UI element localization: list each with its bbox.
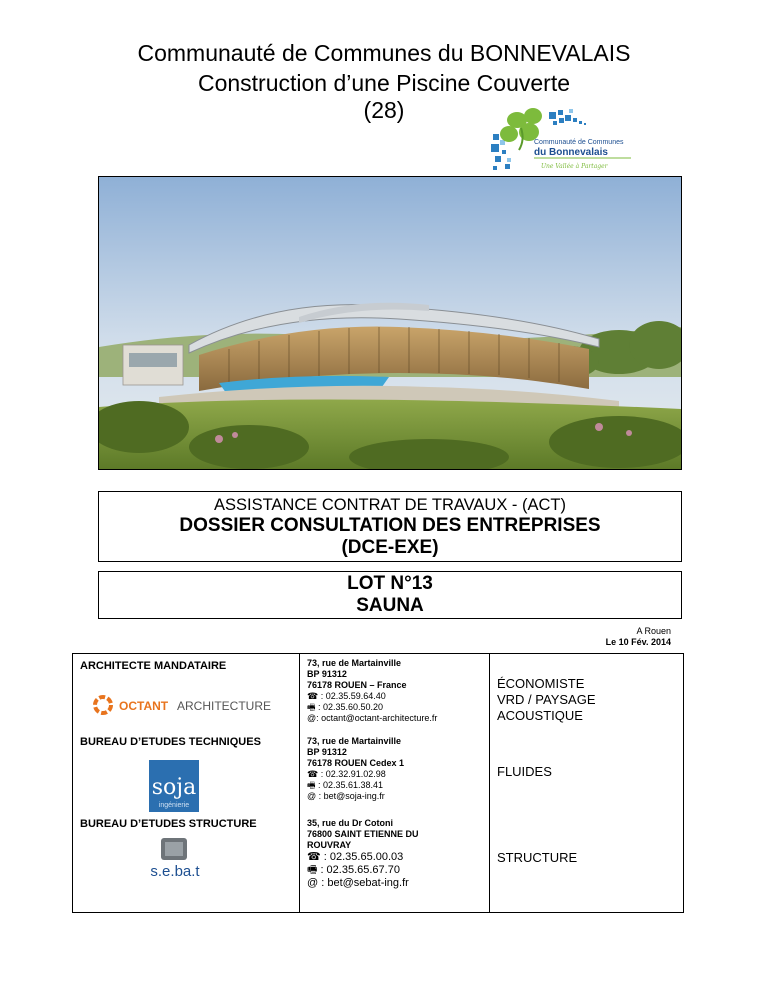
octant-logo-bold: OCTANT bbox=[119, 699, 169, 713]
contacts-table bbox=[72, 653, 684, 913]
place-date bbox=[606, 626, 671, 648]
email: @: octant@octant-architecture.fr bbox=[307, 713, 438, 723]
org-name-structure: BUREAU D’ETUDES STRUCTURE bbox=[80, 818, 257, 830]
role: FLUIDES bbox=[497, 764, 552, 779]
address-line: 76800 SAINT ETIENNE DU bbox=[307, 829, 419, 839]
document-subtitle: Construction d’une Piscine Couverte bbox=[197, 70, 571, 96]
octant-logo-light: ARCHITECTURE bbox=[177, 699, 272, 713]
org-name-technical: BUREAU D’ETUDES TECHNIQUES bbox=[80, 736, 261, 748]
document-title: Communauté de Communes du BONNEVALAIS bbox=[137, 40, 631, 66]
roles-technical bbox=[497, 764, 552, 780]
email: @ : bet@sebat-ing.fr bbox=[307, 877, 409, 889]
soja-logo bbox=[149, 760, 199, 812]
address-line: ROUVRAY bbox=[307, 840, 352, 850]
email: @ : bet@soja-ing.fr bbox=[307, 791, 385, 801]
org-name-architect: ARCHITECTE MANDATAIRE bbox=[80, 660, 227, 672]
telephone-icon: ☎ bbox=[307, 851, 321, 863]
fax-number: : 02.35.60.50.20 bbox=[315, 702, 384, 712]
logo-line1: Communauté de Communes bbox=[534, 139, 624, 146]
role: ÉCONOMISTE bbox=[497, 676, 585, 691]
telephone-icon: ☎ bbox=[307, 691, 319, 701]
roles-structure bbox=[497, 850, 577, 866]
fax-icon: 🖷 bbox=[307, 702, 316, 712]
address-structure bbox=[307, 818, 419, 890]
phone-number: : 02.35.59.64.40 bbox=[318, 691, 386, 701]
act-section bbox=[98, 491, 682, 562]
address-line: BP 91312 bbox=[307, 669, 347, 679]
address-line: 76178 ROUEN – France bbox=[307, 680, 407, 690]
issue-date: Le 10 Fév. 2014 bbox=[605, 637, 671, 647]
lot-name: SAUNA bbox=[356, 595, 424, 616]
telephone-icon: ☎ bbox=[307, 769, 319, 779]
soja-logo-sub: ingénierie bbox=[158, 802, 190, 809]
column-divider bbox=[299, 654, 300, 912]
column-divider bbox=[489, 654, 490, 912]
sebat-logo-main: s.e.ba.t bbox=[150, 863, 200, 880]
address-line: 76178 ROUEN Cedex 1 bbox=[307, 758, 405, 768]
phone-number: : 02.35.65.00.03 bbox=[320, 851, 404, 863]
dce-title: DOSSIER CONSULTATION DES ENTREPRISES bbox=[179, 515, 601, 536]
address-line: 73, rue de Martainville bbox=[307, 736, 402, 746]
fax-number: : 02.35.61.38.41 bbox=[315, 780, 384, 790]
role: STRUCTURE bbox=[497, 850, 578, 865]
soja-logo-main: soja bbox=[151, 775, 197, 800]
act-title: ASSISTANCE CONTRAT DE TRAVAUX - (ACT) bbox=[213, 496, 567, 514]
address-line: BP 91312 bbox=[307, 747, 347, 757]
department-number: (28) bbox=[363, 97, 405, 123]
address-technical bbox=[307, 736, 404, 802]
lot-section bbox=[98, 571, 682, 619]
role: ACOUSTIQUE bbox=[497, 708, 583, 723]
logo-line2: du Bonnevalais bbox=[534, 147, 608, 158]
sebat-logo bbox=[135, 838, 215, 884]
building-rendering bbox=[98, 176, 682, 470]
place-city: A Rouen bbox=[636, 626, 671, 636]
fax-icon: 🖷 bbox=[307, 780, 316, 790]
octant-logo bbox=[91, 692, 281, 718]
lot-number: LOT N°13 bbox=[347, 573, 433, 594]
address-line: 35, rue du Dr Cotoni bbox=[307, 818, 394, 828]
client-logo bbox=[489, 106, 637, 176]
roles-architect bbox=[497, 676, 596, 724]
address-line: 73, rue de Martainville bbox=[307, 658, 402, 668]
address-architect bbox=[307, 658, 437, 724]
phone-number: : 02.32.91.02.98 bbox=[318, 769, 386, 779]
fax-icon: 🖷 bbox=[307, 864, 318, 876]
dce-code: (DCE-EXE) bbox=[341, 537, 439, 558]
logo-tagline: Une Vallée à Partager bbox=[541, 163, 608, 170]
fax-number: : 02.35.65.67.70 bbox=[317, 864, 400, 876]
role: VRD / PAYSAGE bbox=[497, 692, 596, 707]
